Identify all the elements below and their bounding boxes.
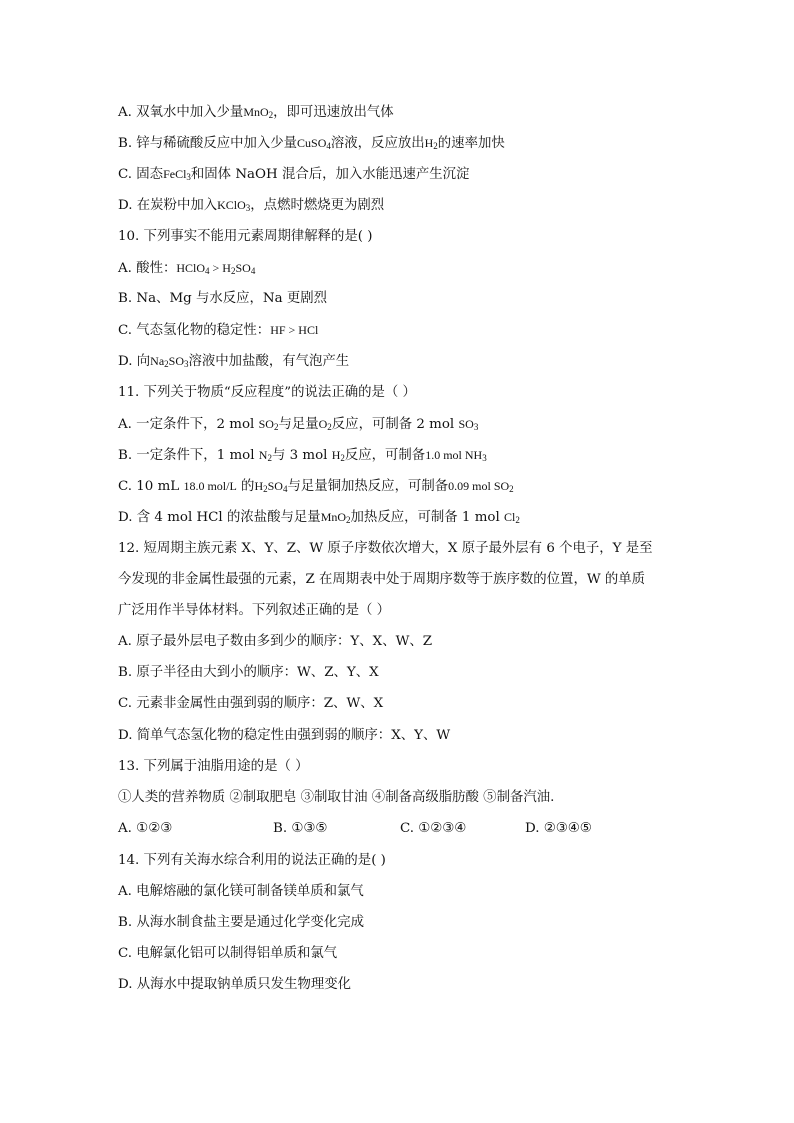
q14-option-c: C. 电解氯化铝可以制得铝单质和氯气 (118, 946, 338, 961)
q14-option-a: A. 电解熔融的氯化镁可制备镁单质和氯气 (118, 884, 364, 899)
q14-stem: 14. 下列有关海水综合利用的说法正确的是( ) (118, 853, 386, 868)
q12-stem-line-1: 12. 短周期主族元素 X、Y、Z、W 原子序数依次增大，X 原子最外层有 6 个电子，Y 是至 (118, 541, 653, 556)
q13-option-b: B. ①③⑤ (273, 821, 328, 836)
q12-option-d: D. 简单气态氢化物的稳定性由强到弱的顺序：X、Y、W (118, 728, 451, 743)
q13-option-c: C. ①②③④ (400, 821, 467, 836)
q10-option-d: D. 向$Na_2SO_3$溶液中加盐酸，有气泡产生 (118, 354, 350, 369)
q12-option-c: C. 元素非金属性由强到弱的顺序：Z、W、X (118, 696, 384, 711)
q9-option-c: C. 固态FeCl$_3$和固体 NaOH 混合后，加入水能迅速产生沉淀 (118, 167, 470, 182)
q12-stem-line-2: 今发现的非金属性最强的元素，Z 在周期表中处于周期序数等于族序数的位置，W 的单质 (118, 572, 646, 587)
q11-stem: 11. 下列关于物质“反应程度”的说法正确的是（ ） (118, 385, 416, 400)
q10-option-b: B. Na、Mg 与水反应，Na 更剧烈 (118, 291, 328, 306)
q13-option-d: D. ②③④⑤ (525, 821, 592, 836)
q13-stem: 13. 下列属于油脂用途的是（ ） (118, 759, 309, 774)
q11-option-b: B. 一定条件下，1 mol $N_2$与 3 mol $H_2$反应，可制备1.0 mol $NH_3$ (118, 448, 487, 463)
q11-option-d: D. 含 4 mol HCl 的浓盐酸与足量MnO$_2$加热反应，可制备 1 mol $Cl_2$ (118, 510, 520, 525)
q12-option-a: A. 原子最外层电子数由多到少的顺序：Y、X、W、Z (118, 634, 433, 649)
q9-option-a: A. 双氧水中加入少量MnO$_2$，即可迅速放出气体 (118, 105, 394, 120)
q9-option-d: D. 在炭粉中加入KClO$_3$，点燃时燃烧更为剧烈 (118, 198, 385, 213)
q13-items: ①人类的营养物质 ②制取肥皂 ③制取甘油 ④制备高级脂肪酸 ⑤制备汽油. (118, 790, 555, 805)
q14-option-d: D. 从海水中提取钠单质只发生物理变化 (118, 977, 352, 992)
q12-stem-line-3: 广泛用作半导体材料。下列叙述正确的是（ ） (118, 603, 391, 618)
q11-option-a: A. 一定条件下，2 mol $SO_2$与足量$O_2$反应，可制备 2 mol $SO_3$ (118, 417, 479, 432)
q13-options (118, 820, 638, 838)
q12-option-b: B. 原子半径由大到小的顺序：W、Z、Y、X (118, 665, 379, 680)
q13-option-a: A. ①②③ (118, 821, 173, 836)
q14-option-b: B. 从海水制食盐主要是通过化学变化完成 (118, 915, 364, 930)
q10-option-c: C. 气态氢化物的稳定性：HF > HCl (118, 323, 319, 338)
q10-stem: 10. 下列事实不能用元素周期律解释的是( ) (118, 229, 373, 244)
q10-option-a: A. 酸性：HClO$_4$ > $H_2SO_4$ (118, 261, 256, 276)
q9-option-b: B. 锌与稀硫酸反应中加入少量CuSO$_4$溶液，反应放出$H_2$的速率加快 (118, 136, 505, 151)
q11-option-c: C. 10 mL 18.0 mol/L 的$H_2SO_4$与足量铜加热反应，可制备0.09 mol $SO_2$ (118, 479, 514, 494)
